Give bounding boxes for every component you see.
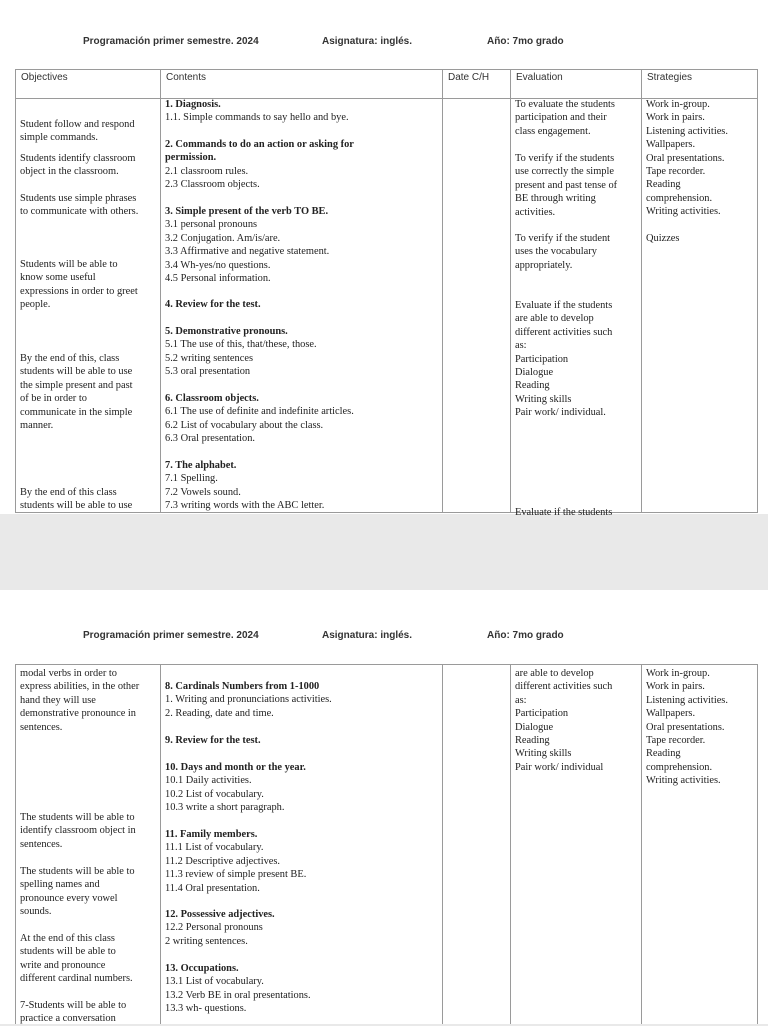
- objectives-line: sentences.: [20, 838, 63, 850]
- section-item: 13.3 wh- questions.: [165, 1003, 247, 1015]
- objectives-line: Students use simple phrases: [20, 193, 137, 204]
- section-item: 7.1 Spelling.: [165, 473, 218, 485]
- objectives-line: to communicate with others.: [20, 206, 139, 218]
- section-item: 5.3 oral presentation: [165, 366, 251, 378]
- evaluation-line: BE through writing: [515, 193, 596, 205]
- evaluation-line: present and past tense of: [515, 179, 618, 191]
- evaluation-line: To verify if the students: [515, 153, 615, 164]
- section-item: 4.5 Personal information.: [165, 273, 271, 285]
- evaluation-line: different activities such: [515, 681, 613, 693]
- objectives-line: different cardinal numbers.: [20, 973, 133, 985]
- evaluation-line: Writing skills: [515, 748, 572, 760]
- objectives-line: pronounce every vowel: [20, 892, 118, 904]
- objectives-line: hand they will use: [20, 694, 96, 706]
- evaluation-line: Dialogue: [515, 367, 554, 379]
- strategies-line: Work in-group.: [646, 99, 710, 110]
- section-item: 7.3 writing words with the ABC letter.: [165, 500, 325, 512]
- objectives-line: students will be able to: [20, 946, 116, 958]
- objectives-block: [20, 999, 157, 1026]
- header-asignatura: Asignatura: inglés.: [322, 36, 413, 47]
- content-section: [165, 908, 439, 948]
- content-section: [165, 828, 439, 895]
- section-title: 9. Review for the test.: [165, 735, 261, 746]
- objectives-line: The students will be able to: [20, 866, 135, 877]
- evaluation-line: use correctly the simple: [515, 166, 614, 178]
- objectives-line: sounds.: [20, 906, 52, 918]
- section-item: 10.1 Daily activities.: [165, 775, 252, 787]
- section-item: 12.2 Personal pronouns: [165, 922, 263, 934]
- section-title: 3. Simple present of the verb TO BE.: [165, 206, 329, 217]
- evaluation-block: [515, 98, 638, 138]
- section-item: 2.3 Classroom objects.: [165, 179, 260, 191]
- evaluation-line: participation and their: [515, 112, 607, 124]
- section-item: 5.1 The use of this, that/these, those.: [165, 339, 317, 351]
- evaluation-line: To evaluate the students: [515, 99, 615, 110]
- section-title: 13. Occupations.: [165, 963, 239, 974]
- strategies-line: Listening activities.: [646, 125, 728, 137]
- evaluation-line: Pair work/ individual.: [515, 407, 606, 419]
- section-item: 11.3 review of simple present BE.: [165, 869, 307, 881]
- section-item: 3.1 personal pronouns: [165, 219, 258, 231]
- evaluation-block: [515, 299, 638, 420]
- objectives-line: students will be able to use: [20, 366, 133, 378]
- objectives-line: modal verbs in order to: [20, 668, 117, 679]
- strategies-block: [646, 232, 756, 245]
- document-page-2: [0, 590, 768, 1024]
- header-anio: Año: 7mo grado: [487, 36, 564, 47]
- evaluation-block: [515, 152, 638, 219]
- objectives-line: simple commands.: [20, 132, 98, 144]
- objectives-line: expressions in order to greet: [20, 285, 138, 297]
- header-anio: Año: 7mo grado: [487, 630, 564, 641]
- section-title: 6. Classroom objects.: [165, 393, 259, 404]
- objectives-line: 7-Students will be able to: [20, 1000, 127, 1011]
- evaluation-block: [515, 506, 638, 519]
- header-programacion: Programación primer semestre. 2024: [83, 36, 259, 47]
- strategies-line: Reading: [646, 179, 681, 191]
- section-item: 3.2 Conjugation. Am/is/are.: [165, 232, 281, 244]
- column-header-contents: Contents: [166, 72, 207, 83]
- column-header-strategies: Strategies: [647, 72, 693, 83]
- evaluation-line: Evaluate if the students: [515, 507, 613, 518]
- content-section: [165, 459, 439, 513]
- section-item: 3.3 Affirmative and negative statement.: [165, 246, 330, 258]
- section-title: 7. The alphabet.: [165, 460, 237, 471]
- section-item: 6.2 List of vocabulary about the class.: [165, 419, 324, 431]
- objectives-block: [20, 932, 157, 986]
- content-section: [165, 962, 439, 1016]
- date-cell: [443, 98, 511, 512]
- evaluation-block: [515, 667, 638, 774]
- section-item: 6.3 Oral presentation.: [165, 433, 256, 445]
- evaluation-block: [515, 232, 638, 272]
- objectives-cell: [16, 98, 161, 512]
- column-header-evaluation: Evaluation: [516, 72, 563, 83]
- strategies-cell: [642, 665, 759, 1024]
- section-title: 1. Diagnosis.: [165, 99, 221, 110]
- strategies-line: Tape recorder.: [646, 735, 706, 747]
- content-section: [165, 325, 439, 379]
- objectives-block: [20, 811, 157, 851]
- content-section: [165, 298, 439, 311]
- contents-cell: [161, 665, 443, 1024]
- section-item: 1. Writing and pronunciations activities.: [165, 694, 332, 706]
- column-header-date: Date C/H: [448, 72, 490, 83]
- evaluation-line: Participation: [515, 708, 569, 720]
- strategies-cell: [642, 98, 759, 512]
- objectives-line: write and pronounce: [20, 959, 106, 971]
- objectives-line: By the end of this, class: [20, 353, 120, 364]
- section-item: 2.1 classroom rules.: [165, 165, 249, 177]
- section-item: 10.3 write a short paragraph.: [165, 802, 285, 814]
- objectives-block: [20, 118, 157, 145]
- evaluation-line: as:: [515, 340, 527, 352]
- strategies-line: comprehension.: [646, 761, 713, 773]
- objectives-block: [20, 486, 157, 513]
- strategies-line: Quizzes: [646, 233, 680, 244]
- content-section: [165, 761, 439, 815]
- column-header-objectives: Objectives: [21, 72, 68, 83]
- evaluation-line: are able to develop: [515, 668, 594, 679]
- objectives-line: express abilities, in the other: [20, 681, 140, 693]
- section-title: 5. Demonstrative pronouns.: [165, 326, 288, 337]
- evaluation-line: different activities such: [515, 326, 613, 338]
- objectives-line: know some useful: [20, 272, 96, 284]
- objectives-line: Students identify classroom: [20, 153, 136, 164]
- objectives-line: Student follow and respond: [20, 119, 135, 130]
- objectives-line: people.: [20, 299, 51, 311]
- section-item: 6.1 The use of definite and indefinite articles.: [165, 406, 354, 418]
- date-cell: [443, 665, 511, 1024]
- strategies-line: Writing activities.: [646, 206, 721, 218]
- section-item: 13.2 Verb BE in oral presentations.: [165, 989, 311, 1001]
- strategies-line: Tape recorder.: [646, 166, 706, 178]
- section-item: 11.4 Oral presentation.: [165, 882, 260, 894]
- objectives-cell: [16, 665, 161, 1024]
- objectives-line: At the end of this class: [20, 933, 115, 944]
- objectives-line: communicate in the simple: [20, 406, 133, 418]
- table-header-row: [16, 70, 757, 99]
- strategies-line: Work in-group.: [646, 668, 710, 679]
- section-title: permission.: [165, 152, 217, 164]
- evaluation-line: activities.: [515, 206, 556, 218]
- objectives-block: [20, 352, 157, 432]
- section-title: 12. Possessive adjectives.: [165, 909, 275, 920]
- content-section: [165, 205, 439, 285]
- section-item: 3.4 Wh-yes/no questions.: [165, 259, 271, 271]
- header-programacion: Programación primer semestre. 2024: [83, 630, 259, 641]
- objectives-line: manner.: [20, 420, 54, 432]
- strategies-line: Reading: [646, 748, 681, 760]
- section-title: 8. Cardinals Numbers from 1-1000: [165, 681, 320, 692]
- objectives-block: [20, 152, 157, 179]
- evaluation-line: Evaluate if the students: [515, 300, 613, 311]
- evaluation-line: as:: [515, 694, 527, 706]
- evaluation-line: Dialogue: [515, 721, 554, 733]
- table-body: [16, 98, 757, 518]
- objectives-line: Students will be able to: [20, 259, 118, 270]
- section-title: 4. Review for the test.: [165, 299, 261, 310]
- evaluation-line: Writing skills: [515, 393, 572, 405]
- objectives-line: identify classroom object in: [20, 825, 136, 837]
- evaluation-line: Participation: [515, 353, 569, 365]
- objectives-line: of be in order to: [20, 393, 87, 405]
- table-body: [16, 665, 757, 1024]
- objectives-block: [20, 258, 157, 312]
- strategies-line: Wallpapers.: [646, 708, 696, 720]
- objectives-line: spelling names and: [20, 879, 100, 891]
- evaluation-line: class engagement.: [515, 125, 591, 137]
- strategies-line: comprehension.: [646, 192, 713, 204]
- objectives-block: [20, 865, 157, 919]
- section-item: 11.2 Descriptive adjectives.: [165, 855, 281, 867]
- objectives-line: practice a conversation: [20, 1013, 116, 1025]
- strategies-block: [646, 98, 756, 219]
- evaluation-line: are able to develop: [515, 313, 594, 325]
- objectives-line: By the end of this class: [20, 487, 117, 498]
- objectives-line: sentences.: [20, 721, 63, 733]
- evaluation-line: Pair work/ individual: [515, 761, 604, 773]
- section-item: 1.1. Simple commands to say hello and bye.: [165, 112, 349, 124]
- section-item: 7.2 Vowels sound.: [165, 486, 241, 498]
- section-title: 11. Family members.: [165, 829, 258, 840]
- strategies-block: [646, 667, 756, 788]
- evaluation-cell: [511, 98, 642, 518]
- plan-table: [15, 664, 758, 1024]
- plan-table: [15, 69, 758, 518]
- objectives-line: object in the classroom.: [20, 166, 119, 178]
- evaluation-cell: [511, 665, 642, 1024]
- section-item: 2. Reading, date and time.: [165, 707, 274, 719]
- strategies-line: Work in pairs.: [646, 681, 705, 693]
- strategies-line: Writing activities.: [646, 775, 721, 787]
- section-item: 5.2 writing sentences: [165, 352, 254, 364]
- page-header: [0, 624, 768, 648]
- section-item: 11.1 List of vocabulary.: [165, 842, 264, 854]
- objectives-line: the simple present and past: [20, 379, 133, 391]
- content-section: [165, 734, 439, 747]
- strategies-line: Oral presentations.: [646, 152, 725, 164]
- strategies-line: Oral presentations.: [646, 721, 725, 733]
- strategies-line: Listening activities.: [646, 694, 728, 706]
- section-item: 2 writing sentences.: [165, 935, 248, 947]
- page-header: [0, 30, 768, 54]
- objectives-line: demonstrative pronounce in: [20, 708, 136, 720]
- section-title: 10. Days and month or the year.: [165, 762, 306, 773]
- evaluation-line: uses the vocabulary: [515, 246, 597, 258]
- content-section: [165, 392, 439, 446]
- objectives-line: The students will be able to: [20, 812, 135, 823]
- contents-cell: [161, 98, 443, 512]
- section-title: 2. Commands to do an action or asking for: [165, 139, 354, 150]
- strategies-line: Wallpapers.: [646, 139, 696, 151]
- strategies-line: Work in pairs.: [646, 112, 705, 124]
- evaluation-line: To verify if the student: [515, 233, 611, 244]
- content-section: [165, 680, 439, 720]
- content-section: [165, 98, 439, 125]
- objectives-block: [20, 667, 157, 734]
- evaluation-line: Reading: [515, 380, 550, 392]
- section-item: 10.2 List of vocabulary.: [165, 788, 264, 800]
- evaluation-line: Reading: [515, 735, 550, 747]
- section-item: 13.1 List of vocabulary.: [165, 976, 264, 988]
- header-asignatura: Asignatura: inglés.: [322, 630, 413, 641]
- content-section: [165, 138, 439, 192]
- objectives-block: [20, 192, 157, 219]
- objectives-line: students will be able to use: [20, 500, 133, 512]
- evaluation-line: appropriately.: [515, 259, 573, 271]
